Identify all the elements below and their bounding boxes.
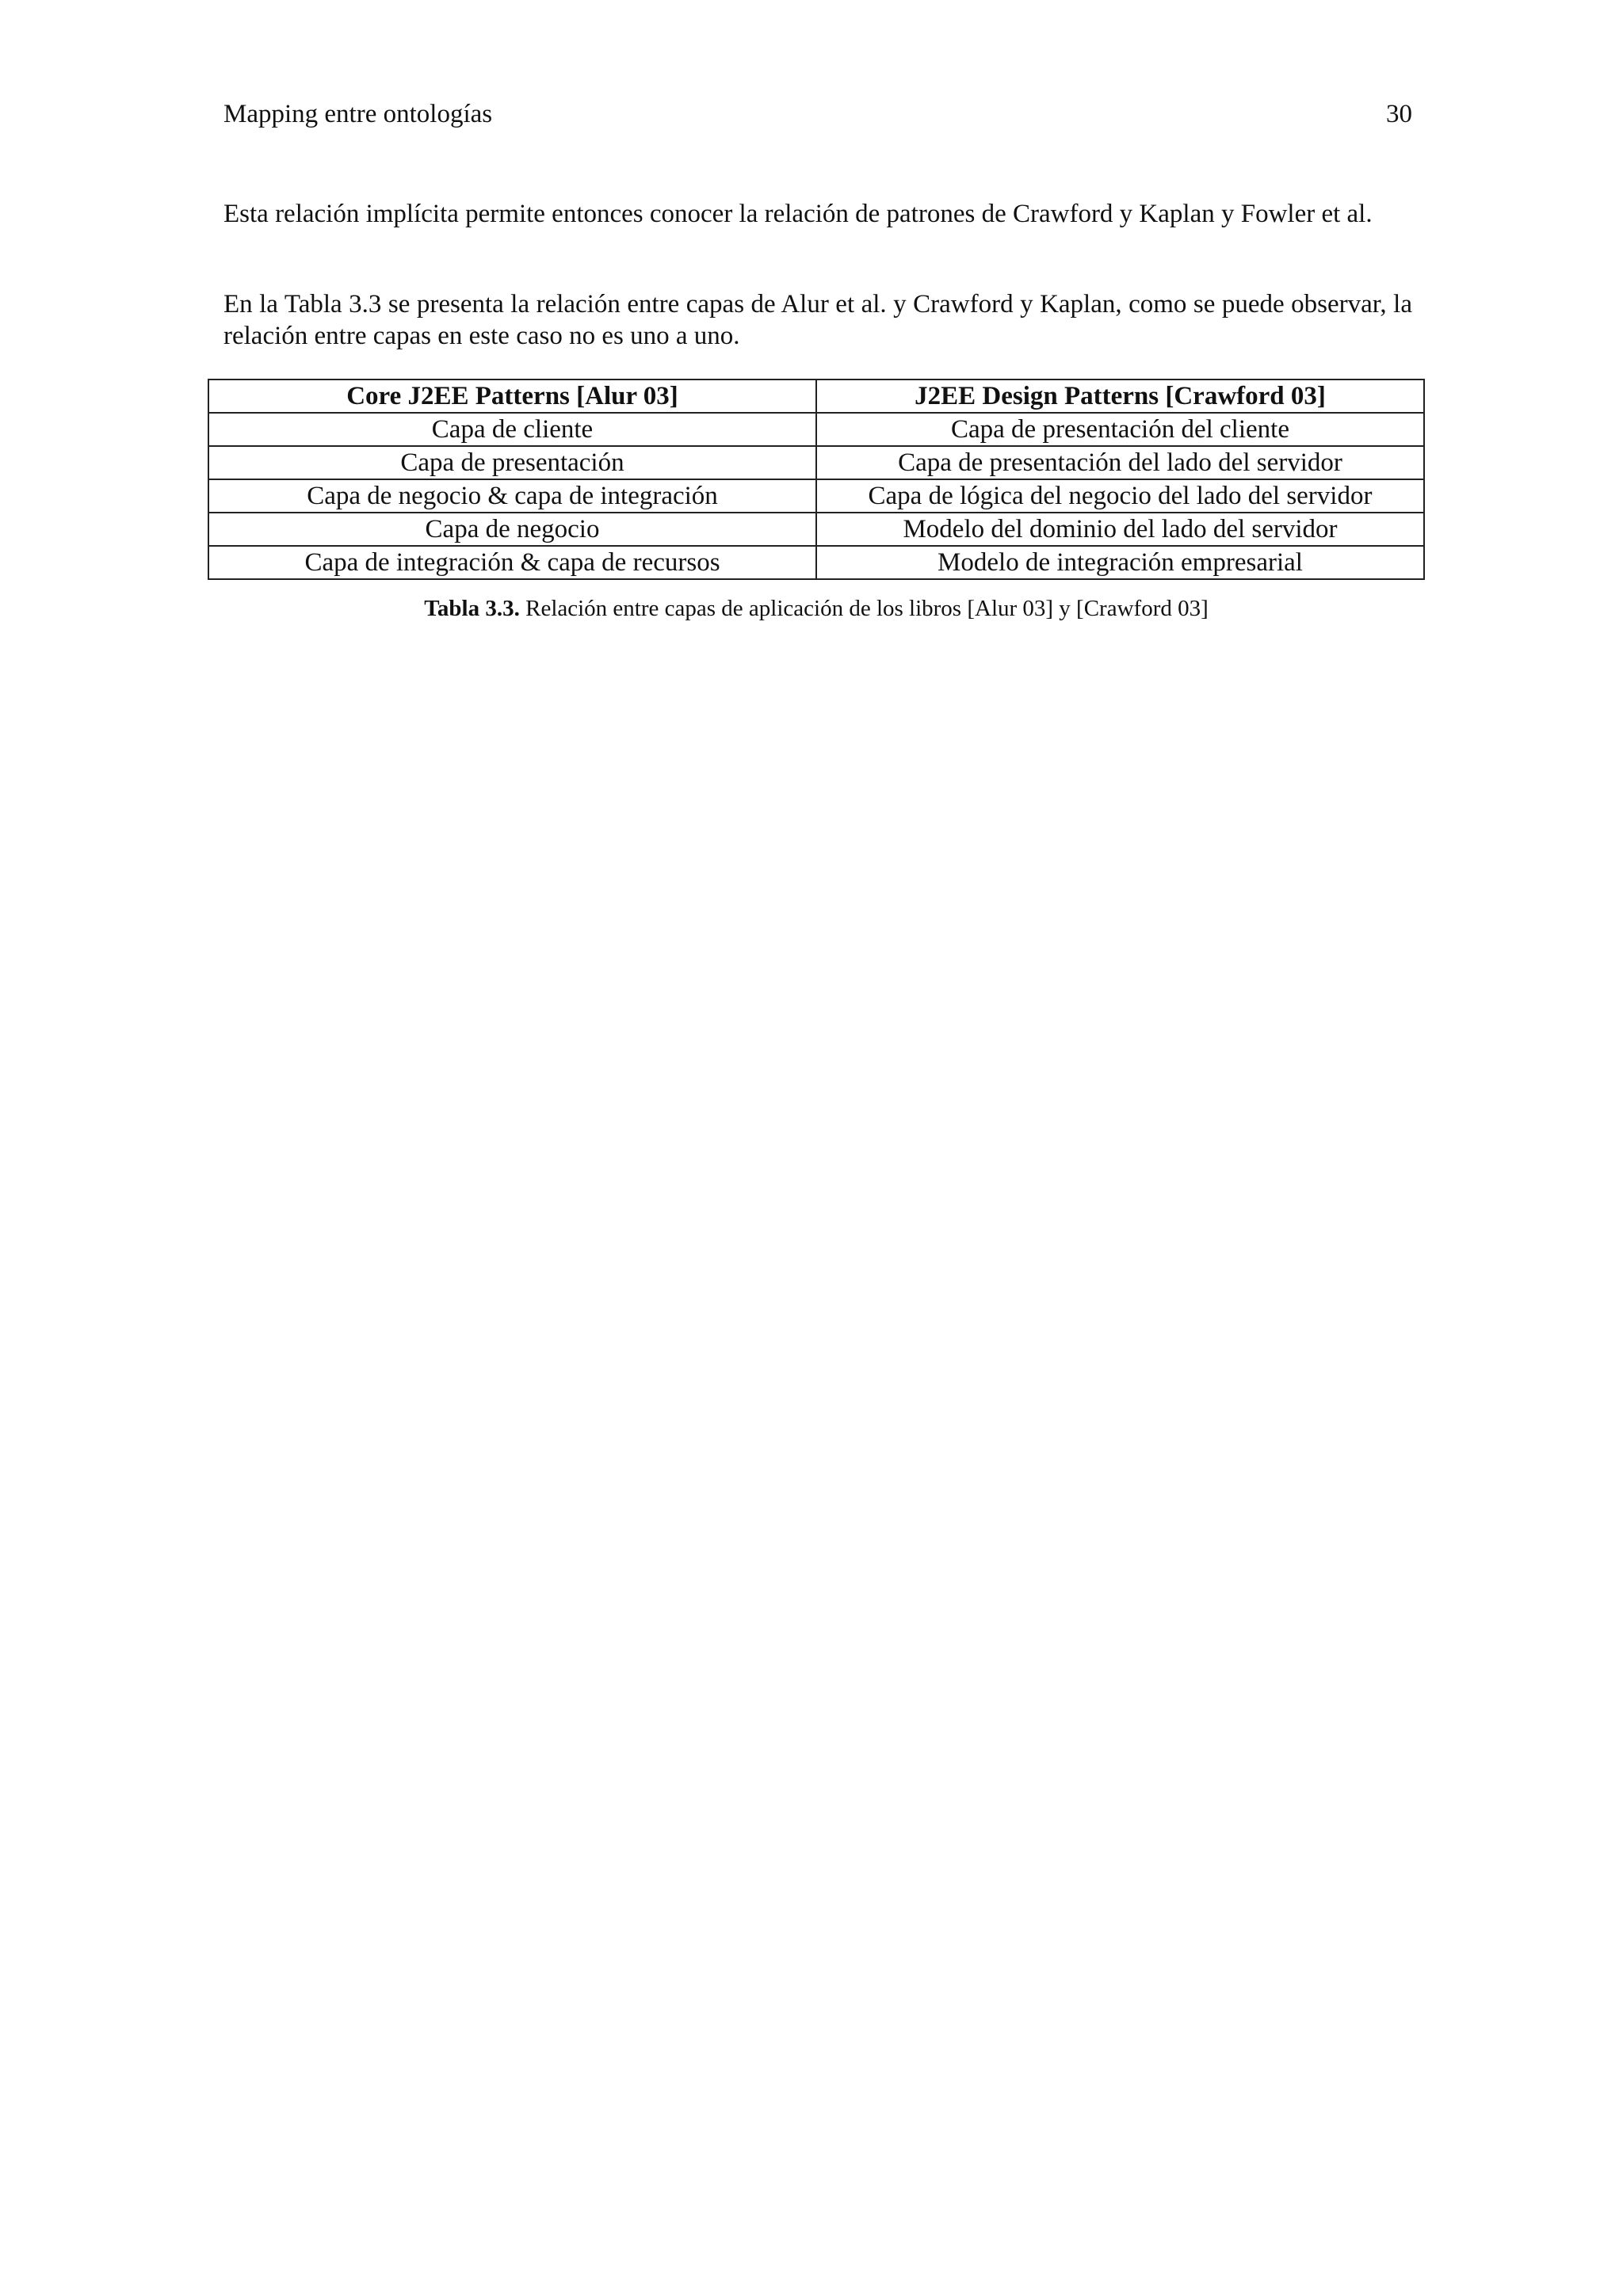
table-row [208, 446, 1424, 479]
table-row [208, 413, 1424, 446]
table-cell: Modelo del dominio del lado del servidor [816, 513, 1424, 546]
table-cell: Capa de presentación [208, 446, 816, 479]
table-row [208, 513, 1424, 546]
table-cell: Capa de cliente [208, 413, 816, 446]
table-cell: Capa de integración & capa de recursos [208, 546, 816, 579]
table-cell: Capa de presentación del cliente [816, 413, 1424, 446]
caption-label: Tabla 3.3. [424, 596, 520, 621]
table-caption [208, 591, 1425, 626]
page-number: 30 [1386, 100, 1412, 128]
table-cell: Modelo de integración empresarial [816, 546, 1424, 579]
table-cell: Capa de negocio [208, 513, 816, 546]
table-cell: Capa de negocio & capa de integración [208, 479, 816, 513]
paragraph-table-intro: En la Tabla 3.3 se presenta la relación entre capas de Alur et al. y Crawford y Kaplan, como se puede observar, la relación entre capas en este caso no es uno a uno. [223, 290, 1412, 350]
page-header [223, 92, 1412, 136]
layer-mapping-table [208, 379, 1425, 580]
column-header-alur: Core J2EE Patterns [Alur 03] [208, 379, 816, 413]
running-title: Mapping entre ontologías [223, 100, 493, 128]
table-cell: Capa de lógica del negocio del lado del servidor [816, 479, 1424, 513]
table-row [208, 479, 1424, 513]
table-cell: Capa de presentación del lado del servidor [816, 446, 1424, 479]
column-header-crawford: J2EE Design Patterns [Crawford 03] [816, 379, 1424, 413]
table-header-row [208, 379, 1424, 413]
table-row [208, 546, 1424, 579]
paragraph-implicit-relation: Esta relación implícita permite entonces conocer la relación de patrones de Crawford y Kaplan y Fowler et al. [223, 200, 1373, 228]
caption-text: Relación entre capas de aplicación de los libros [Alur 03] y [Crawford 03] [525, 596, 1209, 621]
